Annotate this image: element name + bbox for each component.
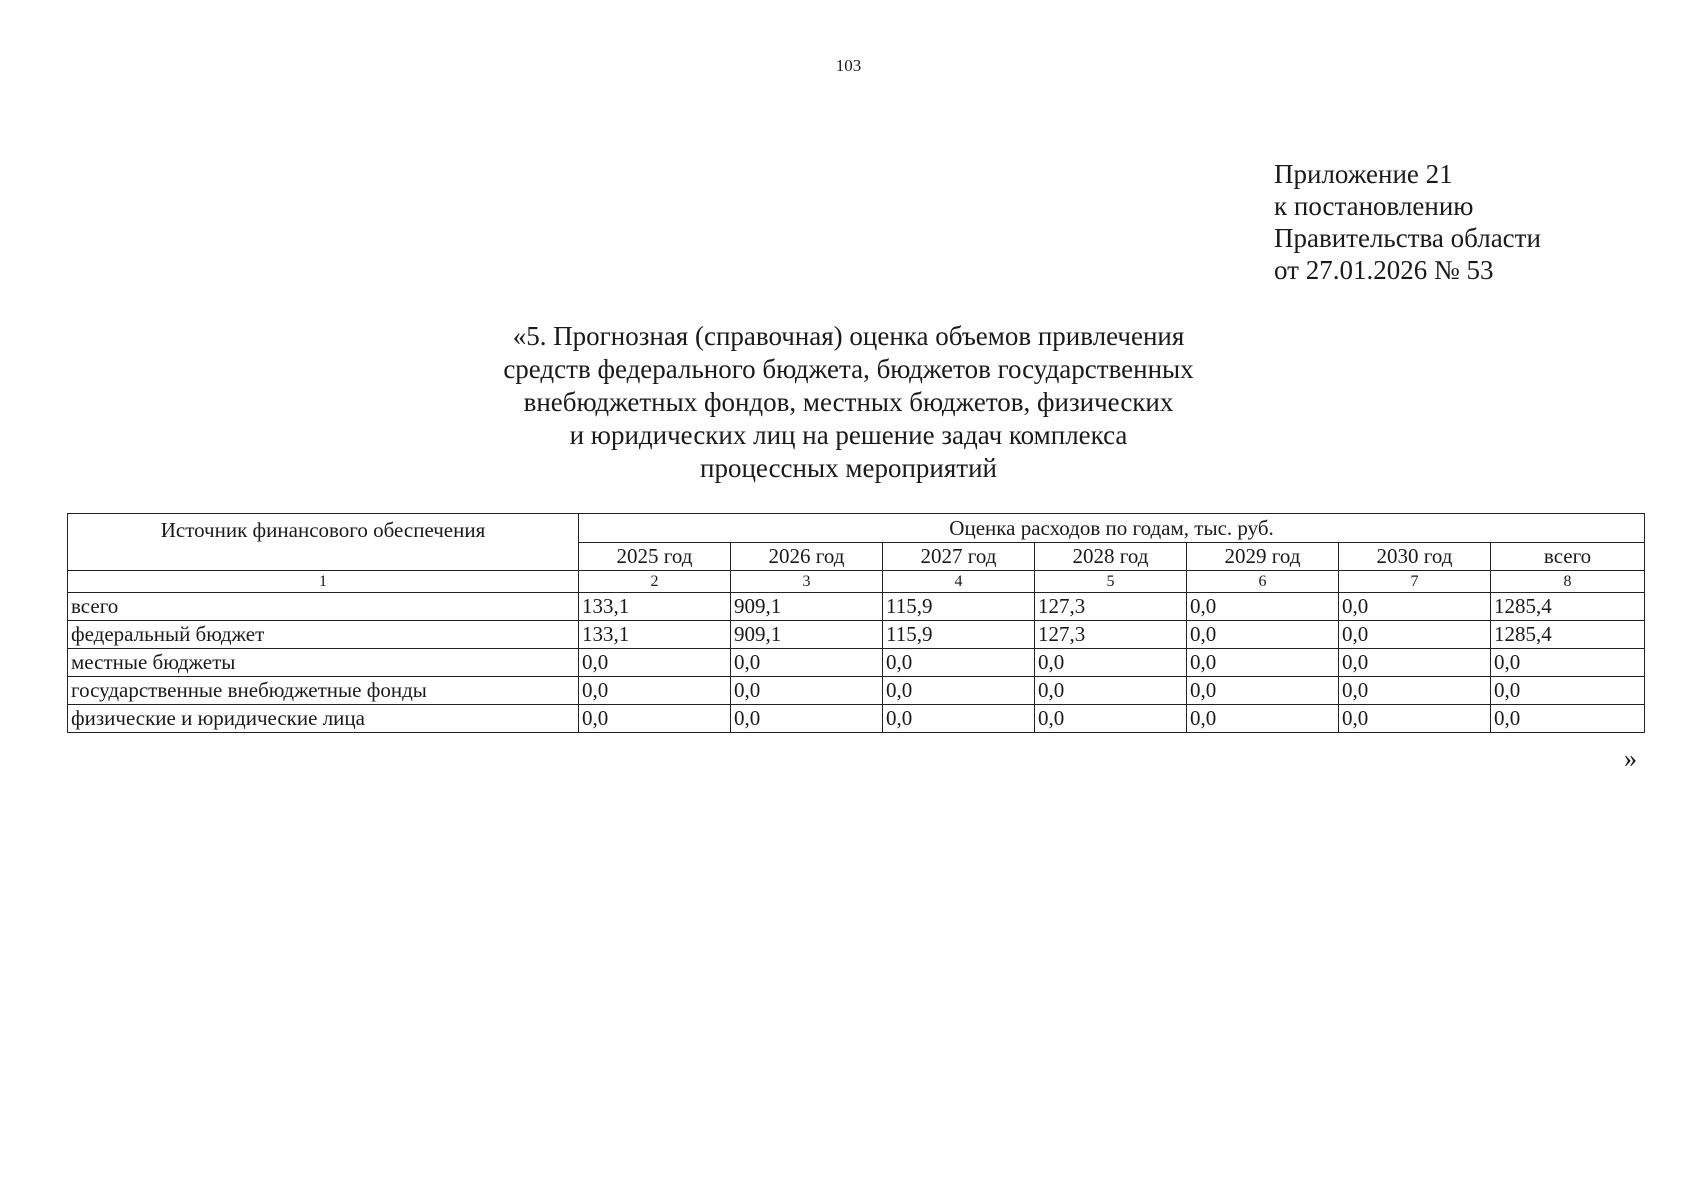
year-header: 2030 год	[1339, 543, 1491, 571]
value-cell: 0,0	[579, 677, 731, 705]
value-cell: 115,9	[883, 593, 1035, 621]
value-cell: 127,3	[1035, 621, 1187, 649]
value-cell: 0,0	[1187, 593, 1339, 621]
year-header: 2026 год	[731, 543, 883, 571]
total-cell: 0,0	[1491, 649, 1645, 677]
value-cell: 0,0	[1339, 621, 1491, 649]
column-number: 8	[1491, 571, 1645, 593]
source-column-header: Источник финансового обеспечения	[68, 514, 579, 571]
total-header: всего	[1491, 543, 1645, 571]
value-cell: 0,0	[1187, 677, 1339, 705]
year-header: 2028 год	[1035, 543, 1187, 571]
value-cell: 0,0	[1339, 593, 1491, 621]
appendix-reference	[1274, 158, 1541, 286]
total-cell: 1285,4	[1491, 593, 1645, 621]
appendix-line: от 27.01.2026 № 53	[1274, 255, 1494, 285]
value-cell: 0,0	[1339, 677, 1491, 705]
value-cell: 909,1	[731, 593, 883, 621]
value-cell: 0,0	[883, 649, 1035, 677]
total-cell: 0,0	[1491, 677, 1645, 705]
value-cell: 0,0	[1187, 705, 1339, 733]
title-line: процессных мероприятий	[700, 453, 997, 483]
column-number: 5	[1035, 571, 1187, 593]
estimate-column-group-header: Оценка расходов по годам, тыс. руб.	[579, 514, 1645, 543]
page-number: 103	[835, 56, 862, 75]
value-cell: 0,0	[883, 677, 1035, 705]
total-cell: 0,0	[1491, 705, 1645, 733]
appendix-line: Приложение 21	[1274, 159, 1453, 189]
value-cell: 0,0	[1035, 705, 1187, 733]
total-cell: 1285,4	[1491, 621, 1645, 649]
value-cell: 909,1	[731, 621, 883, 649]
table-row	[68, 705, 1645, 733]
value-cell: 0,0	[883, 705, 1035, 733]
appendix-line: Правительства области	[1274, 223, 1541, 253]
column-number: 1	[68, 571, 579, 593]
source-cell: всего	[68, 593, 579, 621]
year-header: 2025 год	[579, 543, 731, 571]
appendix-line: к постановлению	[1274, 191, 1474, 221]
year-header: 2029 год	[1187, 543, 1339, 571]
column-number: 4	[883, 571, 1035, 593]
table-row	[68, 649, 1645, 677]
value-cell: 133,1	[579, 593, 731, 621]
closing-quote: »	[1624, 744, 1637, 773]
title-line: и юридических лиц на решение задач комплекса	[569, 420, 1128, 450]
value-cell: 0,0	[1187, 621, 1339, 649]
title-line: внебюджетных фондов, местных бюджетов, физических	[523, 387, 1174, 417]
value-cell: 0,0	[731, 677, 883, 705]
value-cell: 0,0	[1035, 677, 1187, 705]
source-cell: местные бюджеты	[68, 649, 579, 677]
title-line: «5. Прогнозная (справочная) оценка объемов привлечения	[512, 321, 1185, 351]
value-cell: 0,0	[579, 705, 731, 733]
value-cell: 0,0	[1339, 649, 1491, 677]
source-cell: государственные внебюджетные фонды	[68, 677, 579, 705]
column-number: 7	[1339, 571, 1491, 593]
table-row	[68, 677, 1645, 705]
value-cell: 0,0	[1339, 705, 1491, 733]
column-number: 3	[731, 571, 883, 593]
source-cell: физические и юридические лица	[68, 705, 579, 733]
document-title	[0, 320, 1697, 485]
title-line: средств федерального бюджета, бюджетов государственных	[503, 354, 1194, 384]
column-number: 6	[1187, 571, 1339, 593]
year-header: 2027 год	[883, 543, 1035, 571]
value-cell: 127,3	[1035, 593, 1187, 621]
column-number: 2	[579, 571, 731, 593]
value-cell: 0,0	[731, 649, 883, 677]
value-cell: 133,1	[579, 621, 731, 649]
source-cell: федеральный бюджет	[68, 621, 579, 649]
table-row	[68, 593, 1645, 621]
value-cell: 0,0	[579, 649, 731, 677]
value-cell: 0,0	[731, 705, 883, 733]
table-row	[68, 621, 1645, 649]
value-cell: 0,0	[1187, 649, 1339, 677]
value-cell: 115,9	[883, 621, 1035, 649]
funding-estimate-table	[67, 513, 1645, 733]
value-cell: 0,0	[1035, 649, 1187, 677]
